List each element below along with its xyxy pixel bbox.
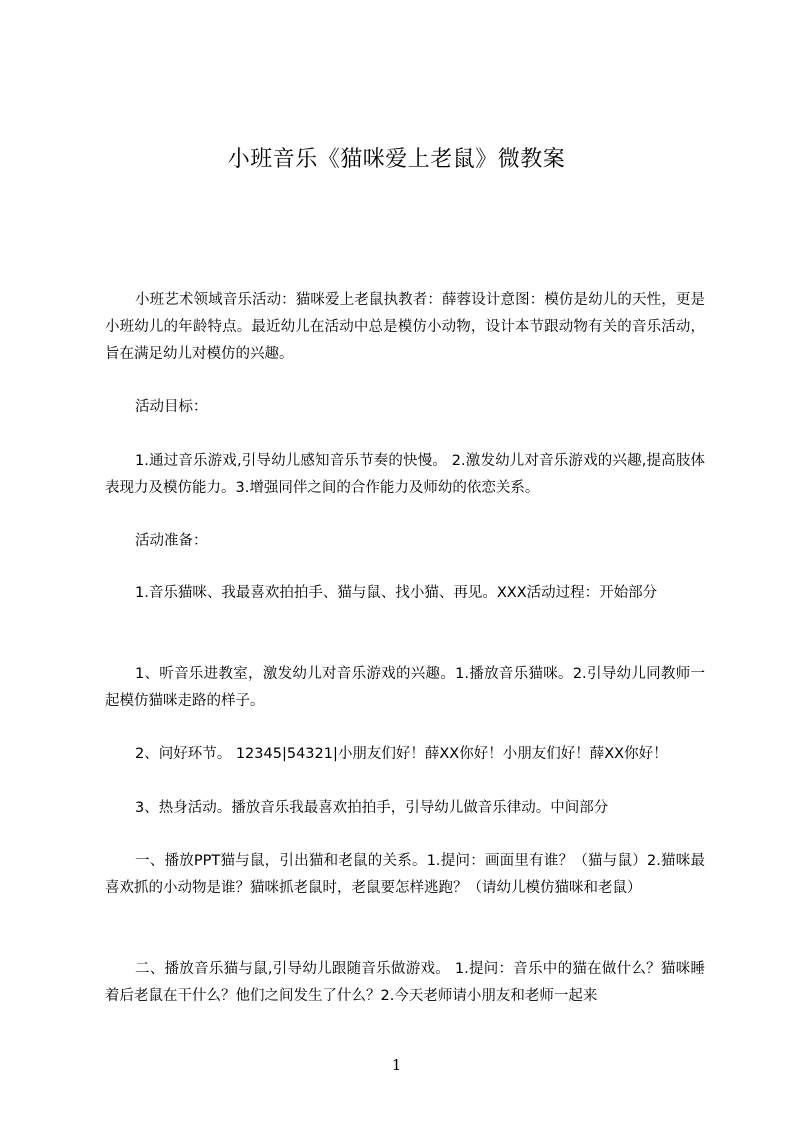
paragraph-prep: 1.音乐猫咪、我最喜欢拍拍手、猫与鼠、找小猫、再见。XXX活动过程：开始部分 [135, 585, 658, 601]
paragraph-design-intent: 小班艺术领域音乐活动：猫咪爱上老鼠执教者：薛蓉设计意图：模仿是幼儿的天性，更是小班幼儿的年龄特点。最近幼儿在活动中总是模仿小动物，设计本节跟动物有关的音乐活动，旨在满足幼儿对模仿的兴趣。 [105, 292, 705, 362]
paragraph-step-3: 3、热身活动。播放音乐我最喜欢拍拍手，引导幼儿做音乐律动。中间部分 [135, 800, 609, 816]
paragraph-goals-heading: 活动目标： [135, 399, 208, 415]
document-title: 小班音乐《猫咪爱上老鼠》微教案 [227, 147, 566, 172]
paragraph-goals: 1.通过音乐游戏,引导幼儿感知音乐节奏的快慢。 2.激发幼儿对音乐游戏的兴趣,提高肢体表现力及模仿能力。3.增强同伴之间的合作能力及师幼的依恋关系。 [105, 453, 705, 496]
paragraph-step-1: 1、听音乐进教室，激发幼儿对音乐游戏的兴趣。1.播放音乐猫咪。2.引导幼儿同教师一起模仿猫咪走路的样子。 [105, 666, 705, 709]
page-number: 1 [391, 1056, 402, 1074]
paragraph-part-2: 二、播放音乐猫与鼠,引导幼儿跟随音乐做游戏。 1.提问：音乐中的猫在做什么？猫咪睡着后老鼠在干什么？他们之间发生了什么？2.今天老师请小朋友和老师一起来 [105, 961, 705, 1004]
paragraph-prep-heading: 活动准备： [135, 533, 208, 549]
paragraph-step-2: 2、问好环节。 12345|54321|小朋友们好！薛XX你好！小朋友们好！薛XX你好！ [135, 746, 668, 762]
paragraph-part-1: 一、播放PPT猫与鼠，引出猫和老鼠的关系。1.提问：画面里有谁？（猫与鼠）2.猫咪最喜欢抓的小动物是谁？猫咪抓老鼠时，老鼠要怎样逃跑？（请幼儿模仿猫咪和老鼠） [105, 853, 705, 896]
